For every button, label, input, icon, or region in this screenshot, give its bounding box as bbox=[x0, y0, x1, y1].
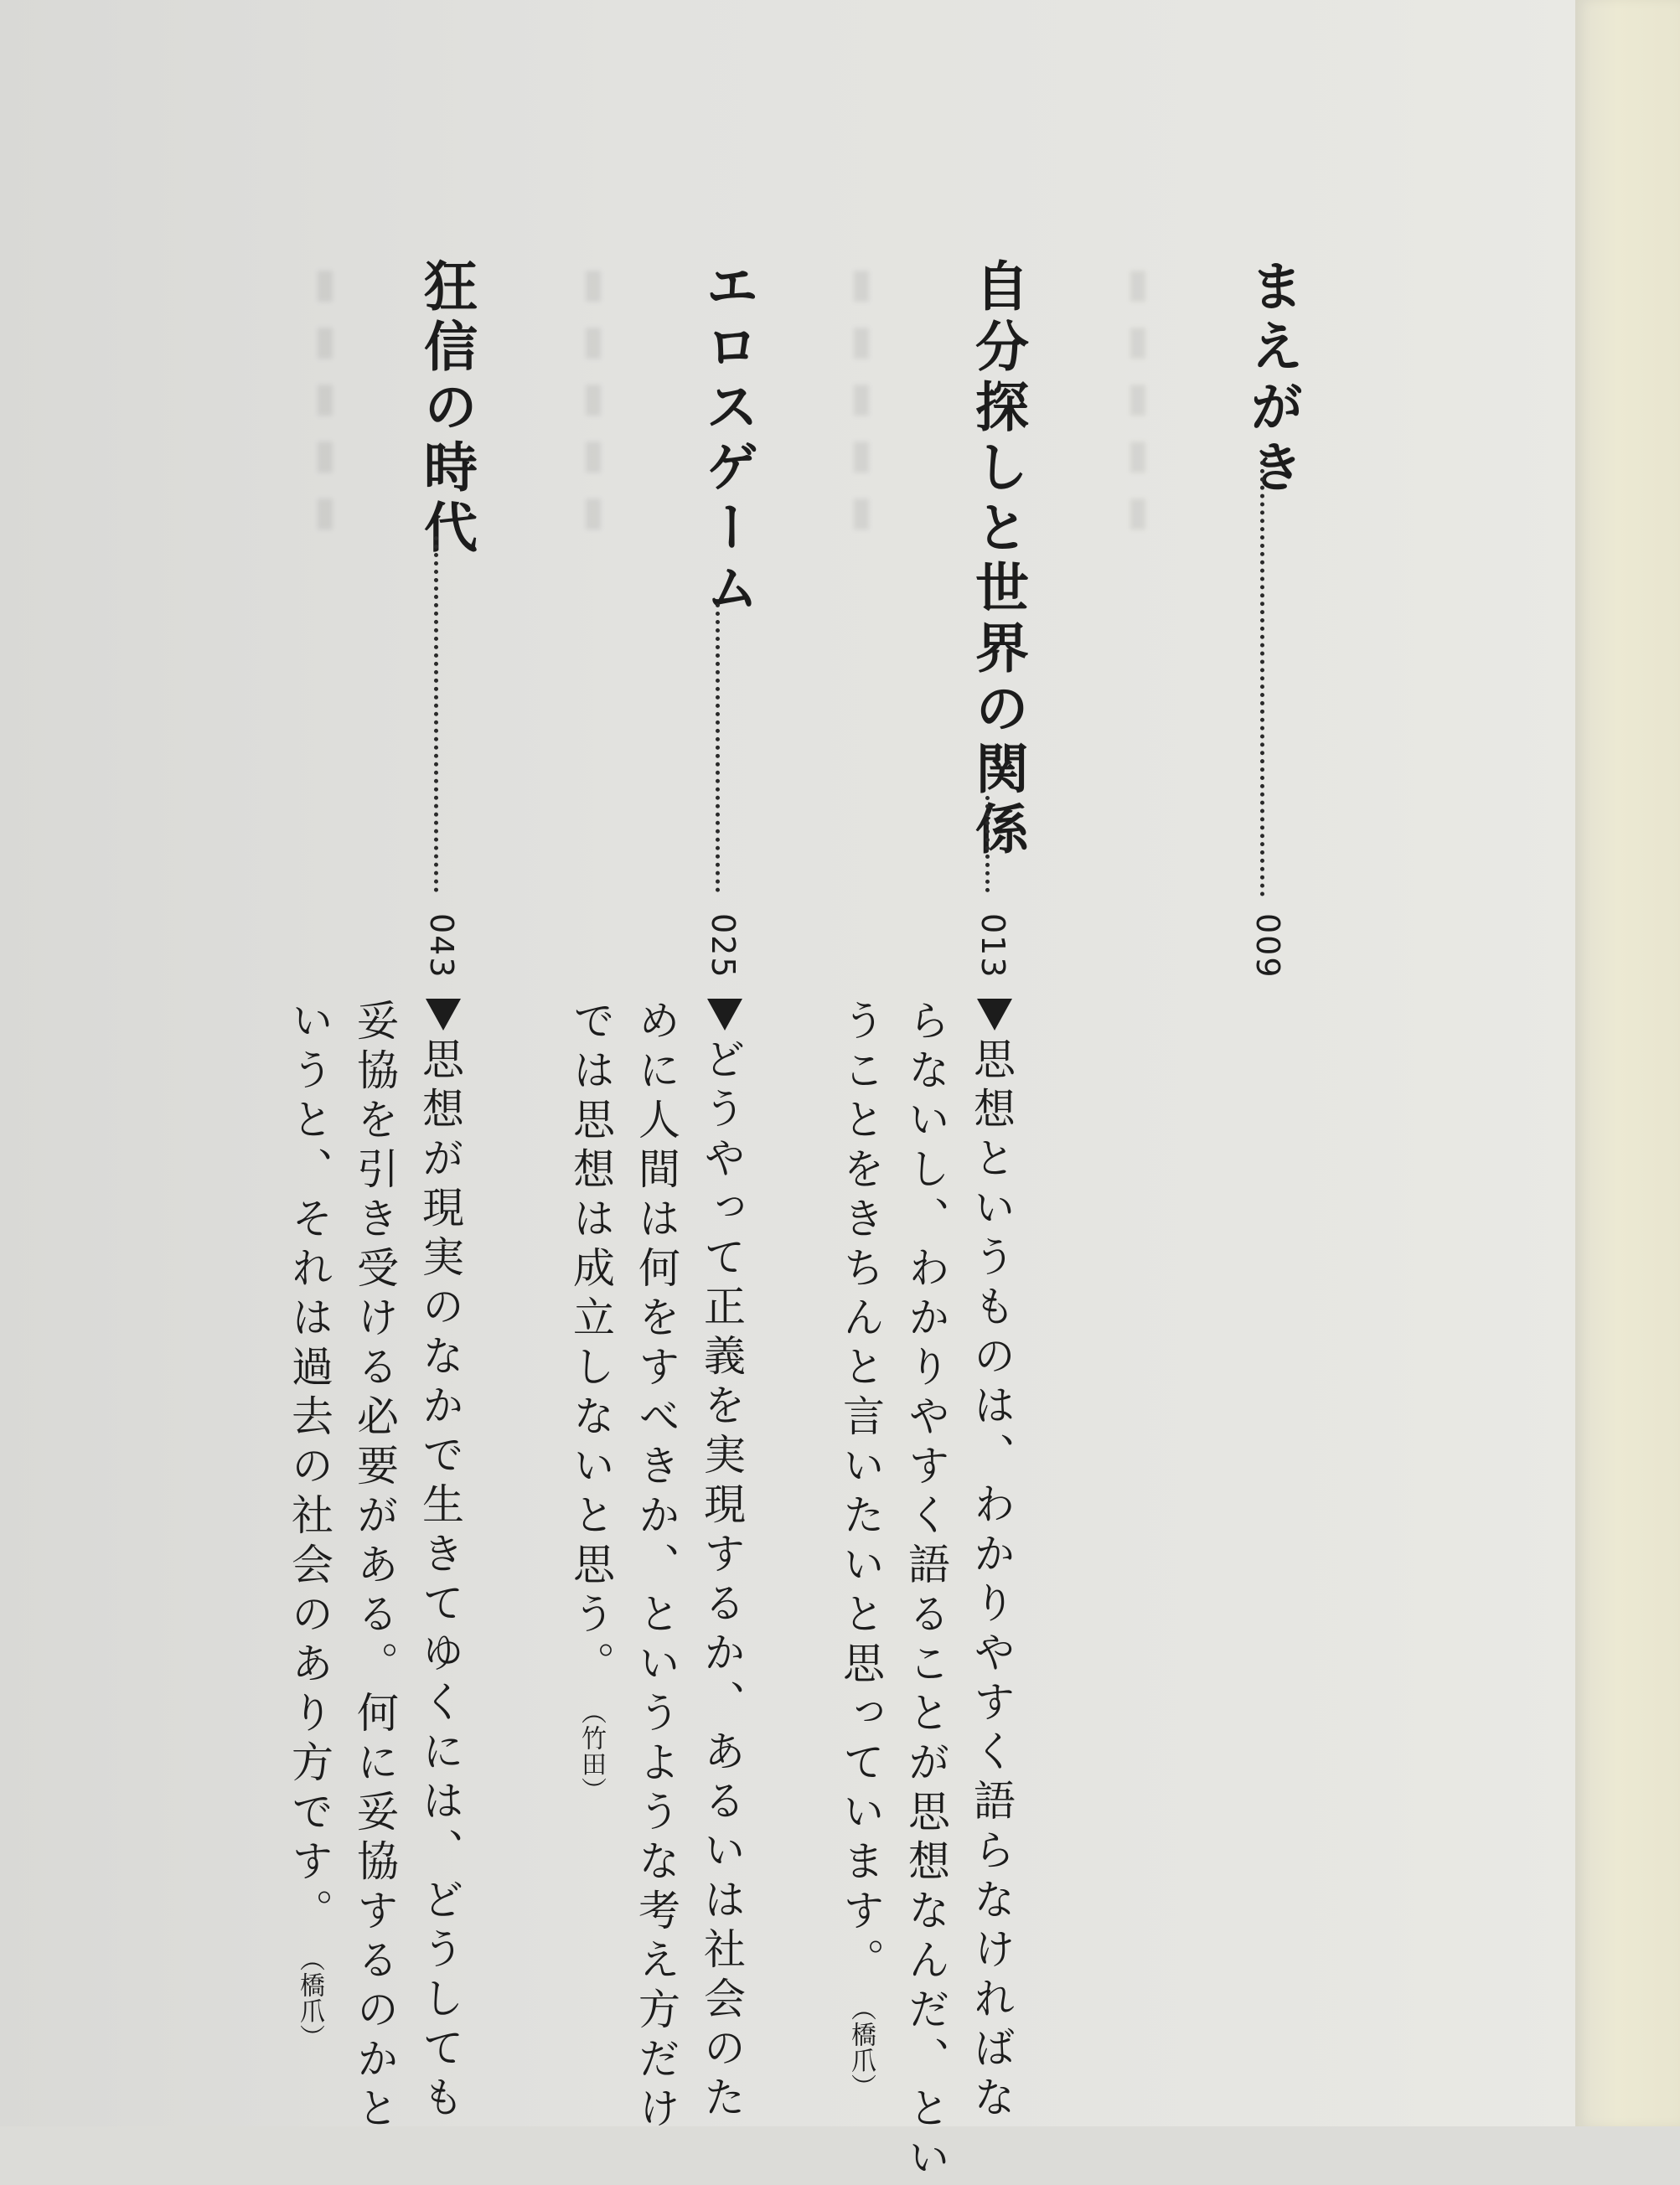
show-through-text: ▮▮▮▮▮ bbox=[838, 260, 885, 545]
toc-leader-dots bbox=[1260, 461, 1264, 896]
toc-description-line: では思想は成立しないと思う。（竹田） bbox=[566, 999, 615, 1803]
toc-title-jibun-sagashi: 自分探しと世界の関係 bbox=[966, 258, 1028, 861]
toc-description-line: 妥協を引き受ける必要がある。何に妥協するのかと bbox=[350, 999, 399, 2136]
toc-page-number: 025 bbox=[705, 913, 742, 979]
toc-description-line: 思想が現実のなかで生きてゆくには、どうしても bbox=[416, 1037, 464, 2125]
toc-page-number: 009 bbox=[1249, 913, 1286, 979]
toc-leader-dots bbox=[434, 536, 438, 892]
show-through-text: ▮▮▮▮▮ bbox=[302, 260, 349, 545]
toc-description-line: らないし、わかりやすく語ることが思想なんだ、とい bbox=[902, 999, 950, 2185]
toc-leader-dots bbox=[716, 603, 720, 892]
triangle-marker-icon bbox=[426, 999, 461, 1031]
toc-leader-dots bbox=[985, 796, 990, 892]
triangle-marker-icon bbox=[707, 999, 742, 1031]
show-through-text: ▮▮▮▮▮ bbox=[1114, 260, 1161, 545]
toc-title-maegaki: まえがき bbox=[1241, 258, 1303, 499]
show-through-text: ▮▮▮▮▮ bbox=[570, 260, 617, 545]
toc-description-line: 思想というものは、わかりやすく語らなければな bbox=[967, 1037, 1016, 2125]
toc-description-line: どうやって正義を実現するか、あるいは社会のた bbox=[697, 1037, 746, 2125]
page-edge bbox=[1575, 0, 1680, 2126]
toc-page-number: 013 bbox=[974, 913, 1011, 979]
toc-page-number: 043 bbox=[423, 913, 460, 979]
toc-description-line: めに人間は何をすべきか、というような考え方だけ bbox=[632, 999, 680, 2136]
toc-title-eros-game: エロスゲーム bbox=[696, 258, 758, 620]
toc-description-line: いうと、それは過去の社会のあり方です。（橋爪） bbox=[285, 999, 333, 2050]
toc-author: （橋爪） bbox=[295, 1946, 324, 2050]
toc-description-line: うことをきちんと言いたいと思っています。（橋爪） bbox=[836, 999, 885, 2100]
toc-author: （竹田） bbox=[576, 1699, 606, 1803]
toc-title-kyoshin-no-jidai: 狂信の時代 bbox=[415, 258, 477, 560]
toc-author: （橋爪） bbox=[846, 1996, 876, 2100]
triangle-marker-icon bbox=[977, 999, 1012, 1031]
